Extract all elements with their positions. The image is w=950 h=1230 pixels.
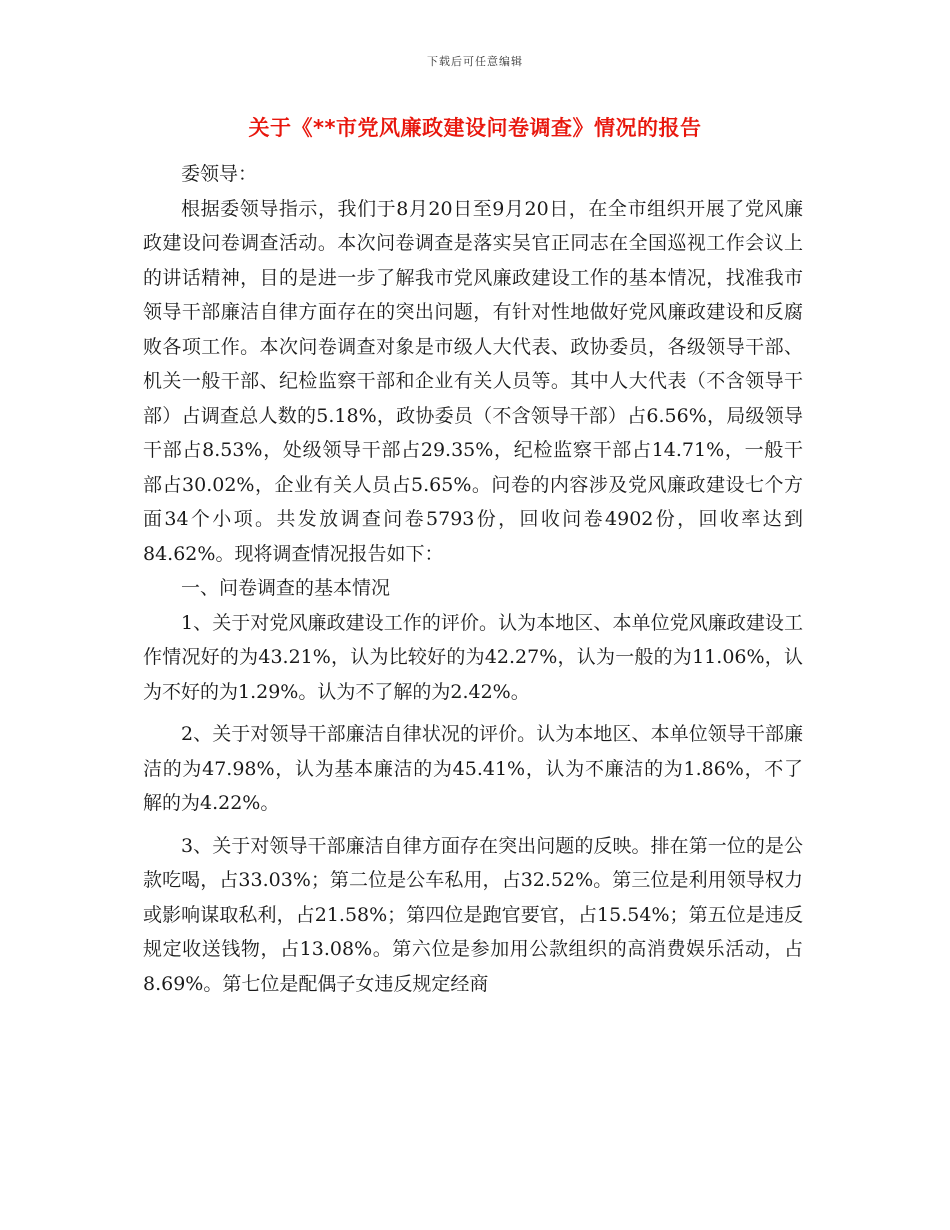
salutation: 委领导： — [181, 163, 258, 185]
header-note: 下载后可任意编辑 — [427, 55, 523, 68]
document-body — [143, 157, 803, 1001]
item-paragraph-2: 2、关于对领导干部廉洁自律状况的评价。认为本地区、本单位领导干部廉洁的为47.98%，认为基本廉洁的为45.41%，认为不廉洁的为1.86%，不了解的为4.22%。 — [143, 723, 803, 814]
document-title: 关于《**市党风廉政建设问卷调查》情况的报告 — [248, 116, 702, 140]
item-paragraph-3: 3、关于对领导干部廉洁自律方面存在突出问题的反映。排在第一位的是公款吃喝，占33.03%；第二位是公车私用，占32.52%。第三位是利用领导权力或影响谋取私利，占21.58%；第四位是跑官要官，占15.54%；第五位是违反规定收送钱物，占13.08%。第六位是参加用公款组织的高消费娱乐活动，占8.69%。第七位是配偶子女违反规定经商 — [143, 834, 803, 995]
intro-paragraph: 根据委领导指示，我们于8月20日至9月20日，在全市组织开展了党风廉政建设问卷调查活动。本次问卷调查是落实吴官正同志在全国巡视工作会议上的讲话精神，目的是进一步了解我市党风廉政建设工作的基本情况，找准我市领导干部廉洁自律方面存在的突出问题，有针对性地做好党风廉政建设和反腐败各项工作。本次问卷调查对象是市级人大代表、政协委员，各级领导干部、机关一般干部、纪检监察干部和企业有关人员等。其中人大代表（不含领导干部）占调查总人数的5.18%，政协委员（不含领导干部）占6.56%，局级领导干部占8.53%，处级领导干部占29.35%，纪检监察干部占14.71%，一般干部占30.02%，企业有关人员占5.65%。问卷的内容涉及党风廉政建设七个方面34个小项。共发放调查问卷5793份，回收问卷4902份，回收率达到84.62%。现将调查情况报告如下： — [143, 197, 803, 565]
section-heading: 一、问卷调查的基本情况 — [181, 577, 391, 599]
item-paragraph-1: 1、关于对党风廉政建设工作的评价。认为本地区、本单位党风廉政建设工作情况好的为43.21%，认为比较好的为42.27%，认为一般的为11.06%，认为不好的为1.29%。认为不了解的为2.42%。 — [143, 611, 803, 703]
